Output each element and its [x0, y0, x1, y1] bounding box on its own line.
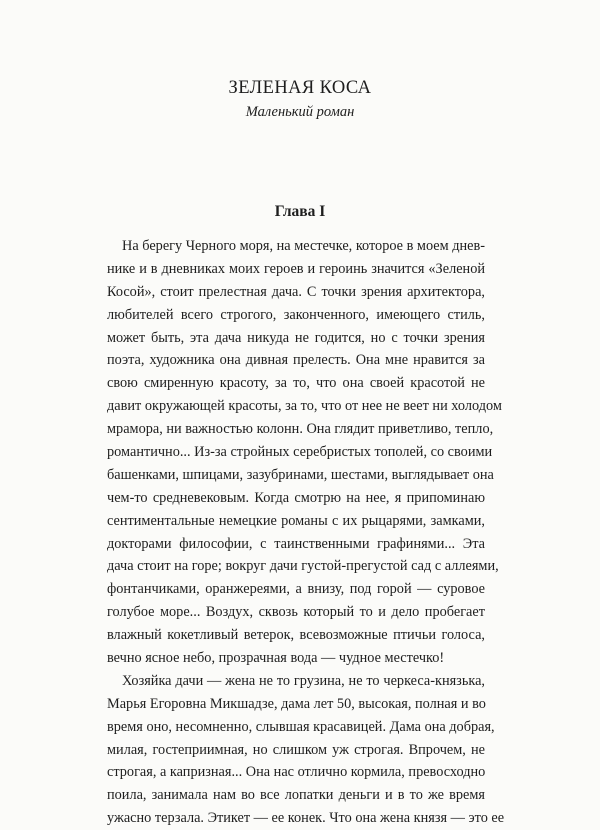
book-title: ЗЕЛЕНАЯ КОСА: [228, 78, 372, 98]
text-line: чем-то средневековым. Когда смотрю на нее, я припоминаю: [107, 489, 485, 506]
text-line: Марья Егоровна Микшадзе, дама лет 50, высокая, полная и во: [107, 695, 486, 712]
text-line: любителей всего строгого, законченного, имеющего стиль,: [107, 306, 485, 323]
text-line: дача стоит на горе; вокруг дачи густой-прегустой сад с аллеями,: [107, 558, 499, 575]
text-line: вечно ясное небо, прозрачная вода — чудное местечко!: [107, 650, 445, 667]
text-line: время оно, несомненно, слывшая красавицей. Дама она добрая,: [107, 718, 495, 735]
text-line: На берегу Черного моря, на местечке, которое в моем днев-: [122, 238, 486, 254]
text-line: докторами философии, с таинственными графинями... Эта: [107, 535, 485, 552]
text-line: свою смиренную красоту, за то, что она своей красотой не: [107, 375, 485, 392]
chapter-heading: Глава I: [274, 203, 326, 220]
body-text: [107, 235, 505, 830]
text-line: голубое море... Воздух, сквозь который то и дело пробегает: [107, 604, 485, 621]
text-line: ужасно терзала. Этикет — ее конек. Что она жена князя — это ее: [107, 810, 505, 827]
text-line: поэта, художника она дивная прелесть. Она мне нравится за: [107, 352, 485, 369]
text-line: башенками, шпицами, зазубринами, шестами, выглядывает она: [107, 466, 494, 483]
text-line: строгая, а капризная... Она нас отлично кормила, превосходно: [107, 764, 486, 781]
text-line: романтично... Из-за стройных серебристых тополей, со своими: [107, 444, 493, 461]
text-line: фонтанчиками, оранжереями, а внизу, под горой — суровое: [107, 581, 485, 598]
text-line: Косой», стоит прелестная дача. С точки зрения архитектора,: [107, 283, 485, 300]
text-line: может быть, эта дача никуда не годится, но с точки зрения: [107, 329, 485, 346]
text-line: милая, гостеприимная, но слишком уж строгая. Впрочем, не: [107, 741, 485, 758]
text-line: давит окружающей красоты, за то, что от нее не веет ни холодом: [107, 398, 502, 415]
text-line: сентиментальные немецкие романы с их рыцарями, замками,: [107, 512, 485, 529]
paragraph: [107, 235, 502, 670]
text-line: нике и в дневниках моих героев и героинь значится «Зеленой: [107, 260, 485, 277]
text-line: Хозяйка дачи — жена не то грузина, не то черкеса-князька,: [122, 672, 485, 689]
text-line: влажный кокетливый ветерок, всевозможные птичьи голоса,: [107, 627, 485, 644]
text-line: поила, занимала нам во все лопатки деньги и в то же время: [107, 787, 485, 804]
text-line: мрамора, ни важностью колонн. Она глядит приветливо, тепло,: [107, 421, 494, 438]
book-subtitle: Маленький роман: [245, 104, 355, 120]
